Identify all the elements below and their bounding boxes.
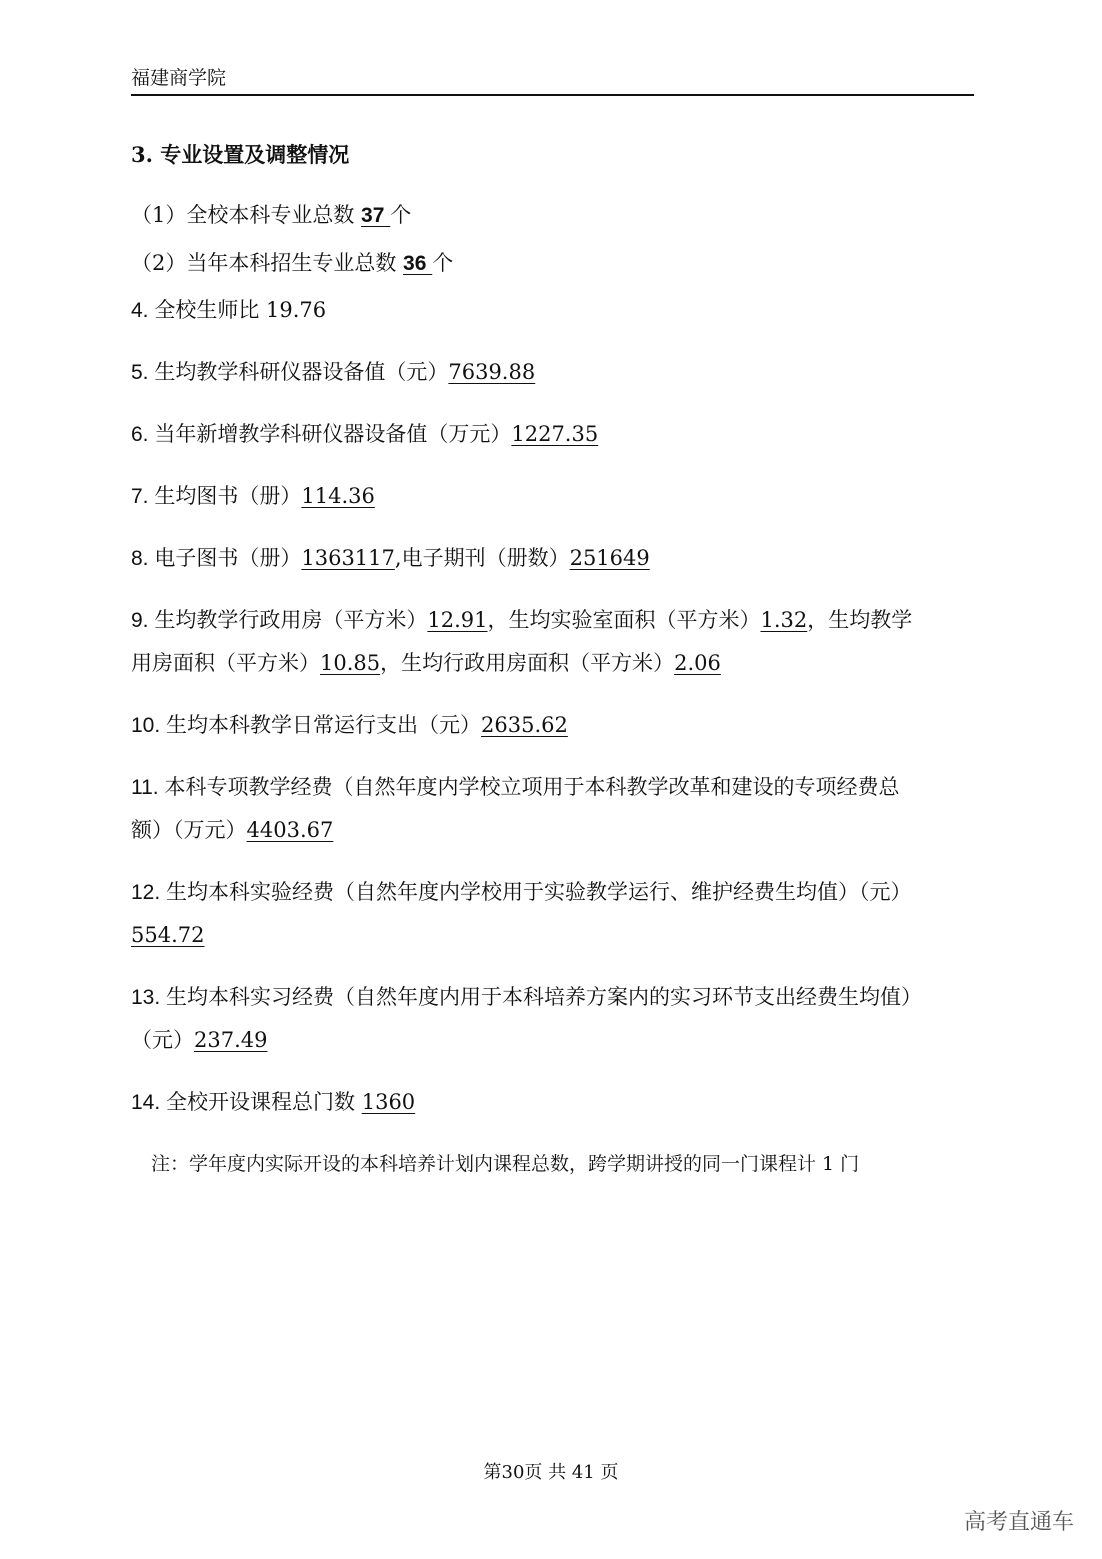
- item-9-line-2: 用房面积（平方米）10.85，生均行政用房面积（平方米）2.06: [131, 651, 721, 675]
- item-13-line-1: 13. 生均本科实习经费（自然年度内用于本科培养方案内的实习环节支出经费生均值）: [131, 985, 923, 1009]
- item-13-line-2: （元）237.49: [131, 1028, 268, 1052]
- item-9-line-1: 9. 生均教学行政用房（平方米）12.91，生均实验室面积（平方米）1.32，生均教学: [131, 608, 913, 632]
- item-10: 10. 生均本科教学日常运行支出（元）2635.62: [131, 713, 568, 737]
- item-8-ejournals-value: 251649: [569, 546, 650, 570]
- item-6-value: 1227.35: [511, 422, 599, 446]
- item-2: （2）当年本科招生专业总数 36 个: [131, 251, 454, 275]
- item-9-value-3: 10.85: [320, 651, 381, 675]
- item-10-value: 2635.62: [481, 713, 568, 737]
- school-name: 福建商学院: [131, 67, 227, 89]
- page-header: [131, 64, 974, 96]
- item-2-value: 36: [403, 252, 433, 275]
- item-4: 4. 全校生师比 19.76: [131, 298, 327, 322]
- item-8: 8. 电子图书（册）1363117,电子期刊（册数）251649: [131, 546, 650, 570]
- item-11-line-2: 额）（万元）4403.67: [131, 818, 334, 842]
- page-number: 第30页 共 41 页: [483, 1462, 619, 1483]
- item-1-value: 37: [361, 204, 391, 227]
- item-12-line-2: [131, 921, 204, 949]
- item-11-value: 4403.67: [246, 818, 334, 842]
- item-14-value: 1360: [361, 1090, 416, 1114]
- item-5: 5. 生均教学科研仪器设备值（元）7639.88: [131, 360, 536, 384]
- item-8-ebooks-value: 1363117: [301, 546, 395, 570]
- item-11-line-1: 11. 本科专项教学经费（自然年度内学校立项用于本科教学改革和建设的专项经费总: [131, 775, 900, 799]
- item-9-value-1: 12.91: [427, 608, 488, 632]
- item-7-value: 114.36: [301, 484, 375, 508]
- watermark: 高考直通车: [963, 1510, 1074, 1535]
- item-9-value-4: 2.06: [674, 651, 721, 675]
- item-14: 14. 全校开设课程总门数 1360: [131, 1090, 416, 1114]
- section-3-heading: 3. 专业设置及调整情况: [131, 142, 350, 167]
- item-13-value: 237.49: [194, 1028, 268, 1052]
- item-5-value: 7639.88: [448, 360, 536, 384]
- item-6: 6. 当年新增教学科研仪器设备值（万元）1227.35: [131, 422, 599, 446]
- item-9-value-2: 1.32: [760, 608, 808, 632]
- item-12-line-1: 12. 生均本科实验经费（自然年度内学校用于实验教学运行、维护经费生均值）（元）: [131, 880, 912, 904]
- item-12-value: 554.72: [131, 923, 205, 947]
- item-1: （1）全校本科专业总数 37 个: [131, 203, 412, 227]
- item-7: 7. 生均图书（册）114.36: [131, 484, 375, 508]
- footnote: 注：学年度内实际开设的本科培养计划内课程总数，跨学期讲授的同一门课程计 1 门: [151, 1153, 860, 1175]
